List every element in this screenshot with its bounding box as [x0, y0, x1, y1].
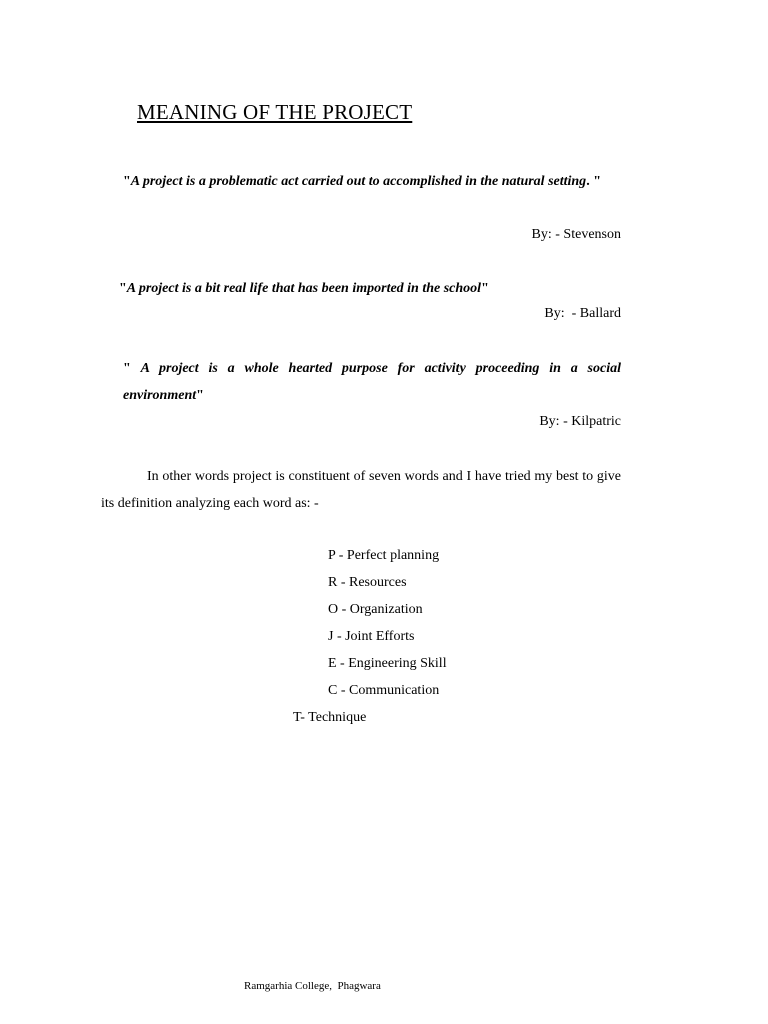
definition-quote-kilpatric — [123, 355, 621, 409]
acronym-item-o: O - Organization — [328, 602, 423, 617]
list-item — [0, 623, 768, 650]
quote-text: A project is a bit real life that has been imported in the school — [126, 281, 482, 296]
quote-text: A project is a whole hearted purpose for activity proceeding in a social environment — [123, 361, 621, 403]
definition-quote-ballard — [119, 275, 629, 302]
quote-text: A project is a problematic act carried out to accomplished in the natural setting — [130, 174, 587, 189]
acronym-item-c: C - Communication — [328, 683, 440, 698]
intro-paragraph: In other words project is constituent of seven words and I have tried my best to give its definition analyzing each word as: - — [101, 469, 621, 511]
byline-kilpatric: By: - Kilpatric — [539, 414, 621, 429]
acronym-item-e: E - Engineering Skill — [328, 656, 447, 671]
page-title: MEANING OF THE PROJECT — [137, 100, 413, 124]
page-footer: Ramgarhia College, Phagwara — [244, 980, 381, 992]
definition-quote-stevenson — [123, 168, 621, 195]
list-item — [0, 650, 768, 677]
acronym-item-t: T- Technique — [293, 710, 367, 725]
quote-close-mark: " — [196, 388, 204, 403]
project-acronym-list — [0, 542, 768, 731]
list-item — [0, 542, 768, 569]
quote-open-mark: " — [123, 361, 141, 376]
list-item — [0, 596, 768, 623]
acronym-item-j: J - Joint Efforts — [328, 629, 415, 644]
quote-close-mark: . " — [586, 174, 601, 189]
list-item — [0, 569, 768, 596]
byline-stevenson: By: - Stevenson — [531, 227, 621, 242]
quote-open-mark: " — [123, 174, 131, 189]
quote-close-mark: " — [481, 281, 489, 296]
quote-open-mark: " — [119, 281, 127, 296]
byline-ballard: By: - Ballard — [544, 306, 621, 321]
list-item — [0, 677, 768, 704]
acronym-item-p: P - Perfect planning — [328, 548, 440, 563]
list-item — [0, 704, 768, 731]
acronym-item-r: R - Resources — [328, 575, 407, 590]
